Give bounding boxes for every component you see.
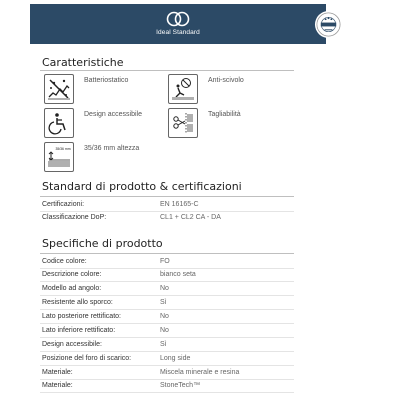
spec-row-label: Codice colore: — [42, 258, 87, 265]
brand-name: Ideal Standard — [156, 29, 200, 36]
height-badge-text: 35/36 mm — [55, 147, 71, 151]
spec-row-value: Sì — [160, 299, 167, 306]
spec-row-value: FO — [160, 258, 170, 265]
row-divider — [40, 281, 294, 282]
row-divider — [40, 211, 294, 212]
row-divider — [40, 268, 294, 269]
spec-row-label: Materiale: — [42, 382, 73, 389]
cert-row-label: Certificazioni: — [42, 201, 85, 208]
spec-row-label: Modello ad angolo: — [42, 285, 102, 292]
row-divider — [40, 337, 294, 338]
feature-label-height: 35/36 mm altezza — [84, 145, 140, 152]
spec-row-label: Design accessibile: — [42, 341, 102, 348]
certificazioni-divider — [40, 196, 294, 197]
spec-row-value: Miscela minerale e resina — [160, 369, 240, 376]
row-divider — [40, 379, 294, 380]
row-divider — [40, 309, 294, 310]
row-divider — [40, 365, 294, 366]
spec-row-value: Long side — [160, 355, 191, 362]
cert-row-value: CL1 + CL2 CA - DA — [160, 214, 221, 221]
feature-label-antibacterial: Batteriostatico — [84, 77, 129, 84]
spec-row-label: Posizione del foro di scarico: — [42, 355, 132, 362]
cert-row-label: Classificazione DoP: — [42, 214, 107, 221]
spec-row-label: Resistente allo sporco: — [42, 299, 113, 306]
spec-row-label: Descrizione colore: — [42, 271, 102, 278]
antibacterial-icon — [44, 74, 74, 104]
row-divider — [40, 295, 294, 296]
spec-row-label: Lato posteriore rettificato: — [42, 313, 121, 320]
ideal-standard-logo-icon — [165, 11, 191, 27]
spec-row-value: No — [160, 327, 169, 334]
feature-label-anti-slip: Anti-scivolo — [208, 77, 244, 84]
row-divider — [40, 323, 294, 324]
specifiche-divider — [40, 253, 294, 254]
spec-row-label: Materiale: — [42, 369, 73, 376]
feature-label-cuttable: Tagliabilità — [208, 111, 241, 118]
height-icon — [44, 142, 74, 172]
spec-row-value: No — [160, 313, 169, 320]
caratteristiche-divider — [40, 70, 294, 71]
anti-slip-icon — [168, 74, 198, 104]
certificazioni-title: Standard di prodotto & certificazioni — [42, 180, 242, 193]
spec-row-value: bianco seta — [160, 271, 196, 278]
row-divider — [40, 351, 294, 352]
spec-row-value: StoneTech™ — [160, 382, 201, 389]
feature-label-accessibility: Design accessibile — [84, 111, 142, 118]
antibacterial-seal-icon — [314, 10, 343, 39]
scissors-icon — [168, 108, 198, 138]
specifiche-title: Specifiche di prodotto — [42, 237, 163, 250]
cert-row-value: EN 16165-C — [160, 201, 199, 208]
spec-row-value: No — [160, 285, 169, 292]
accessibility-icon — [44, 108, 74, 138]
spec-row-value: Sì — [160, 341, 167, 348]
caratteristiche-title: Caratteristiche — [42, 56, 124, 69]
spec-row-label: Lato inferiore rettificato: — [42, 327, 116, 334]
row-divider — [40, 392, 294, 393]
brand-header — [30, 4, 326, 44]
